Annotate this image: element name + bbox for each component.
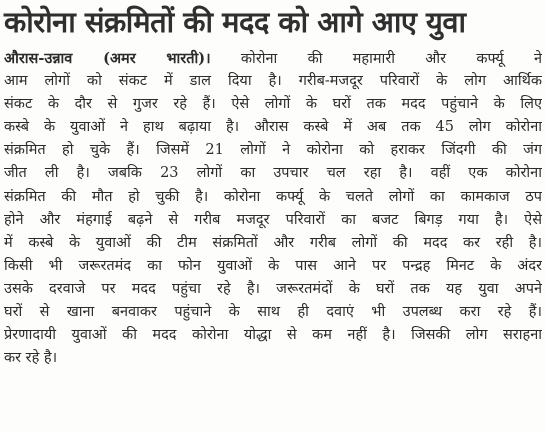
article-line: आम लोगों को संकट में डाल दिया है। गरीब-मजदूर परिवारों के लोग आर्थिक (4, 73, 542, 90)
article-line: किसी भी जरूरतमंद का फोन युवाओं के पास आने पर पन्द्रह मिनट के अंदर (4, 257, 542, 274)
article-line-text: कोरोना की महामारी और कर्फ्यू ने (240, 51, 542, 67)
article-line: संकट के दौर से गुजर रहे हैं। ऐसे लोगों के घरों तक मदद पहुंचाने के लिए (4, 96, 542, 113)
article-line: प्रेरणादायी युवाओं की मदद कोरोना योद्धा से कम नहीं है। जिसकी लोग सराहना (4, 327, 542, 344)
article-line: होने और मंहगाई बढ़ने से गरीब मजदूर परिवारों का बजट बिगड़ गया है। ऐसे (4, 211, 542, 228)
headline: कोरोना संक्रमितों की मदद को आगे आए युवा (4, 5, 466, 39)
article-line (4, 47, 542, 70)
article-line: उसके दरवाजे पर मदद पहुंचा रहे है। जरूरतमंदों के घरों तक यह युवा अपने (4, 280, 542, 297)
article-line: कर रहे है। (4, 350, 58, 367)
article-line: घरों से खाना बनवाकर पहुंचाने के साथ ही दवाएं भी उपलब्ध करा रहे हैं। (4, 304, 542, 321)
article-body (4, 47, 542, 370)
article-line: संक्रमित की मौत हो चुकी है। कोरोना कर्फ्यू के चलते लोगों का कामकाज ठप (4, 188, 542, 205)
article-line: में कस्बे के युवाओं की टीम संक्रमितों और गरीब लोगों की मदद कर रही है। (4, 234, 542, 251)
dateline: औरास-उन्नाव (अमर भारती)। (4, 50, 211, 67)
article-line: जीत ली है। जबकि 23 लोगों का उपचार चल रहा है। वहीं एक कोरोना (4, 165, 542, 182)
article-line: संक्रमित हो चुके हैं। जिसमें 21 लोगों ने कोरोना को हराकर जिंदगी की जंग (4, 142, 542, 159)
article-line: कस्बे के युवाओं ने हाथ बढ़ाया है। औरास कस्बे में अब तक 45 लोग कोरोना (4, 119, 542, 136)
cropped-next-heading (0, 422, 546, 432)
cropped-glyph-tops (110, 424, 440, 432)
